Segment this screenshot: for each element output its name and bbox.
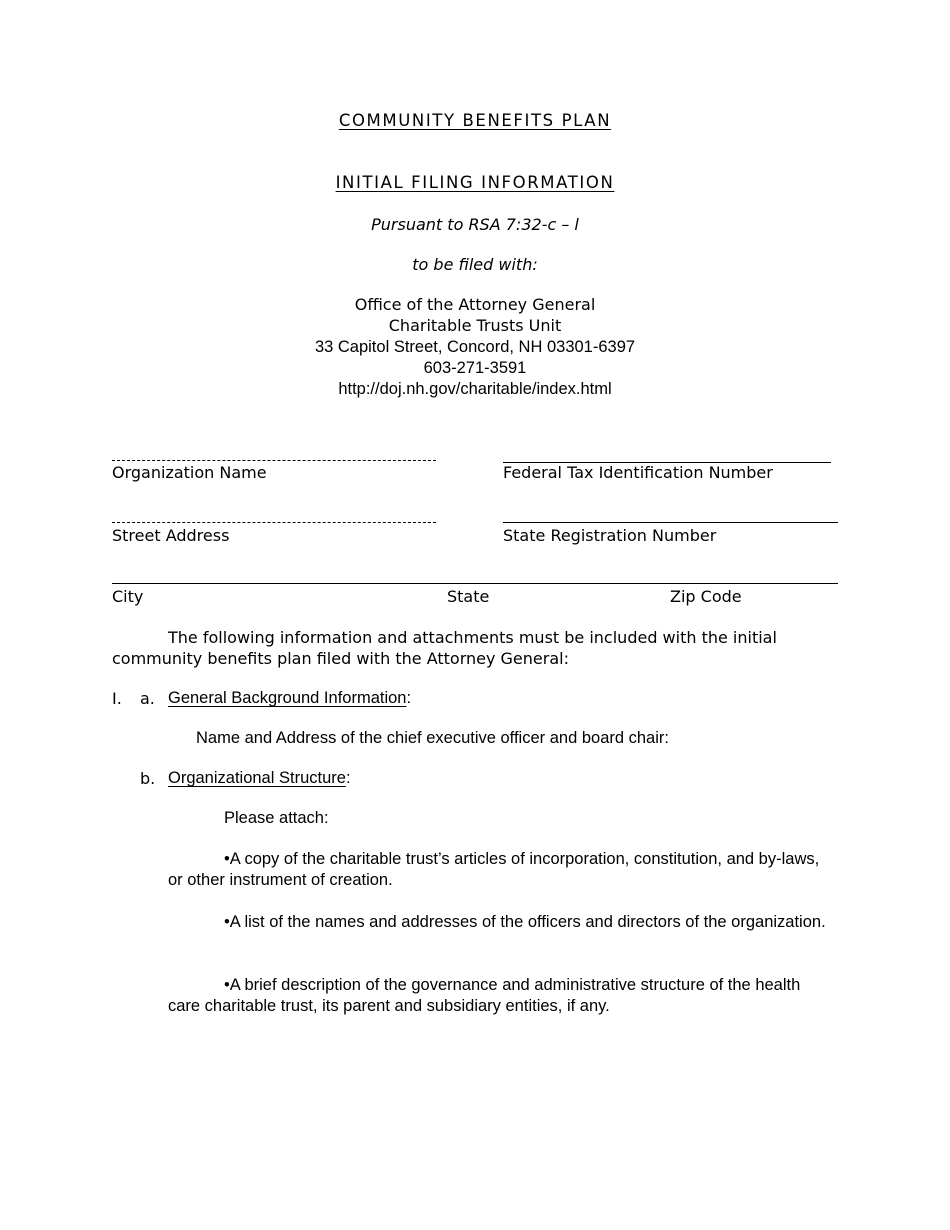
tax-id-label: Federal Tax Identification Number — [503, 463, 773, 482]
intro-paragraph: The following information and attachments must be included with the initial community benefits plan filed with the Attorney General: — [112, 628, 777, 668]
filed-with-label: to be filed with: — [412, 255, 538, 274]
document-subtitle: INITIAL FILING INFORMATION — [335, 173, 615, 192]
street-line[interactable] — [112, 522, 436, 523]
org-name-line[interactable] — [112, 460, 436, 461]
item-a-colon: : — [406, 689, 412, 707]
office-url[interactable]: http://doj.nh.gov/charitable/index.html — [338, 380, 612, 398]
section-numeral: I. — [112, 689, 122, 708]
city-state-zip-line[interactable] — [112, 583, 838, 584]
item-a-title: General Background Information — [168, 689, 407, 707]
office-phone: 603-271-3591 — [423, 359, 527, 377]
bullet-item: •A brief description of the governance and administrative structure of the health care charitable trust, its parent and subsidiary entities, if any. — [168, 976, 801, 1015]
org-name-label: Organization Name — [112, 463, 267, 482]
state-label: State — [447, 587, 490, 606]
state-reg-label: State Registration Number — [503, 526, 717, 545]
city-label: City — [112, 587, 144, 606]
item-b-title: Organizational Structure — [168, 769, 346, 787]
street-label: Street Address — [112, 526, 230, 545]
item-b-intro: Please attach: — [224, 809, 329, 827]
item-a-label: a. — [140, 689, 155, 708]
office-address: 33 Capitol Street, Concord, NH 03301-6397 — [314, 338, 636, 356]
item-a-text: Name and Address of the chief executive officer and board chair: — [196, 729, 669, 747]
unit-name: Charitable Trusts Unit — [388, 316, 562, 335]
bullet-item: •A list of the names and addresses of the officers and directors of the organization. — [224, 913, 826, 931]
item-b-label: b. — [140, 769, 156, 788]
document-title: COMMUNITY BENEFITS PLAN — [338, 111, 612, 130]
item-a-heading — [168, 689, 411, 708]
office-name: Office of the Attorney General — [354, 295, 596, 314]
statute-reference: Pursuant to RSA 7:32-c – l — [371, 215, 579, 234]
item-b-heading — [168, 769, 351, 788]
state-reg-line[interactable] — [503, 522, 838, 523]
zip-label: Zip Code — [670, 587, 742, 606]
item-b-colon: : — [345, 769, 351, 787]
bullet-item: •A copy of the charitable trust’s articles of incorporation, constitution, and by-laws, or other instrument of creation. — [168, 850, 820, 889]
